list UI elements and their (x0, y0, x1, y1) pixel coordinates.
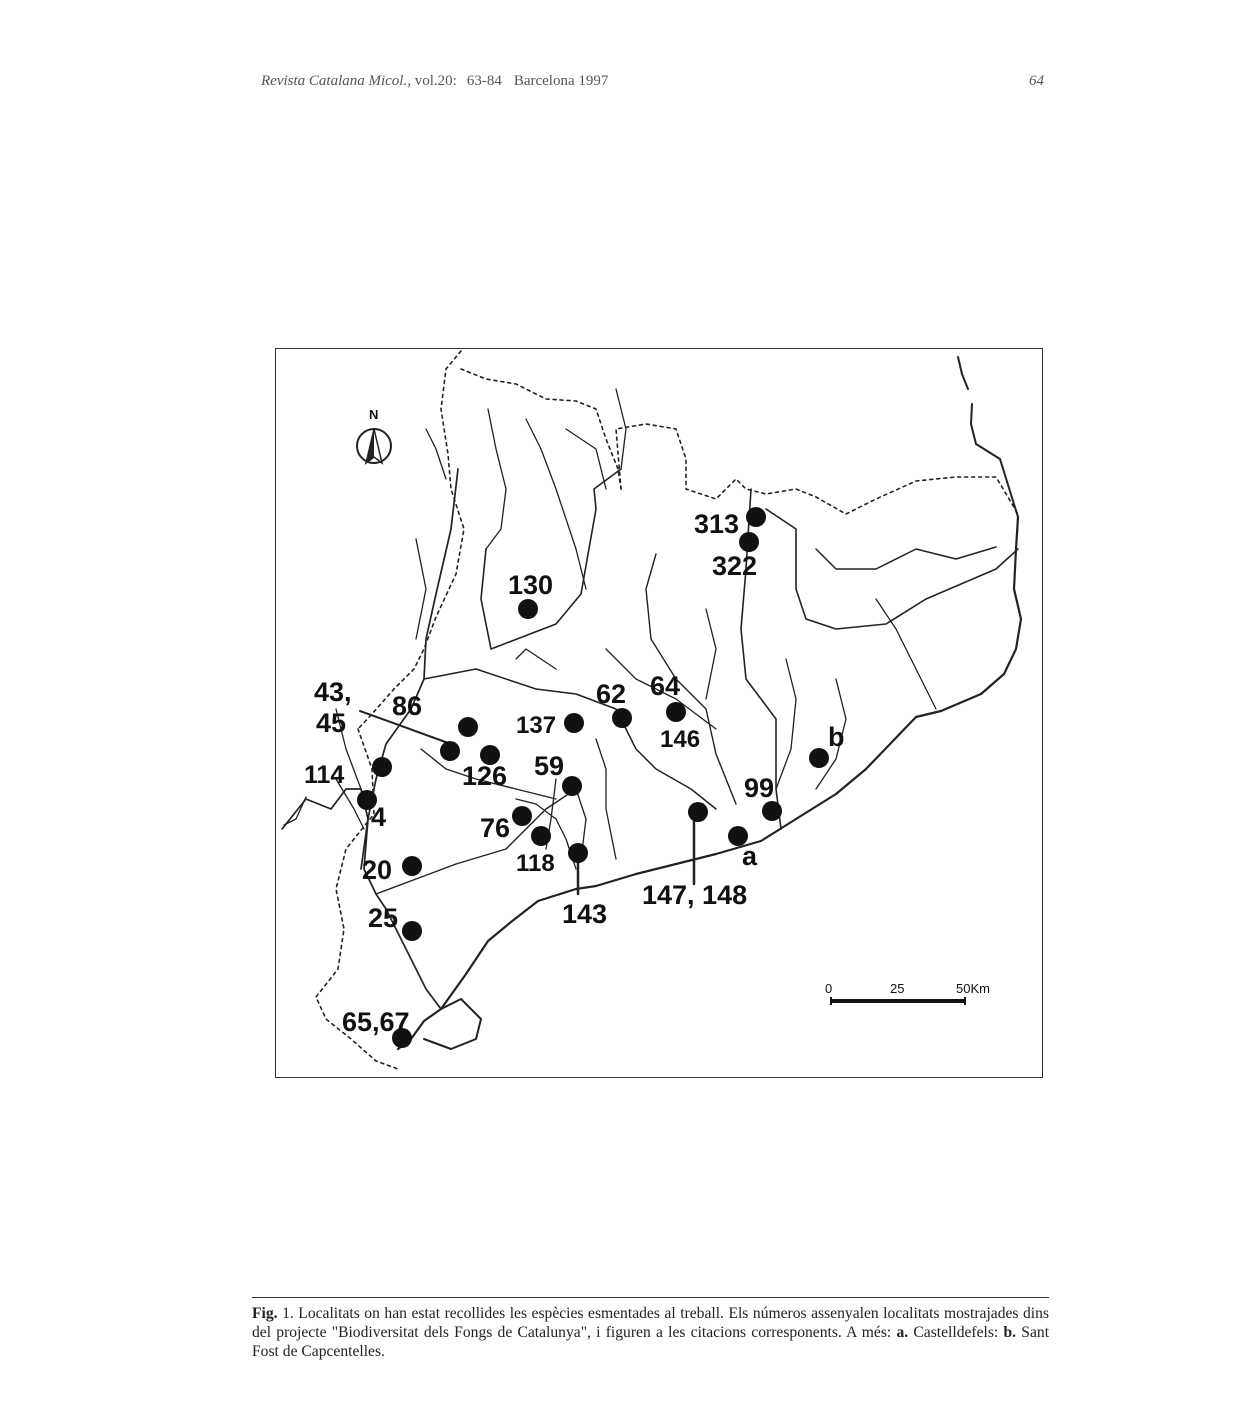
locality-dot-62 (612, 708, 632, 728)
locality-label-114: 114 (304, 761, 345, 789)
locality-dot-45 (440, 741, 460, 761)
river-fluvia (816, 547, 996, 569)
river-ter (766, 509, 1018, 629)
locality-label-313: 313 (694, 509, 740, 539)
locality-label-143: 143 (562, 899, 608, 929)
locality-label-99: 99 (744, 773, 775, 803)
locality-dot-147 (688, 802, 708, 822)
locality-dot-143 (568, 843, 588, 863)
locality-label-4: 4 (371, 802, 387, 832)
locality-label-a: a (742, 841, 758, 871)
locality-dot-86 (458, 717, 478, 737)
scale-tick-50km: 50Km (956, 981, 990, 996)
north-arrow (357, 407, 391, 463)
locality-label-25: 25 (368, 903, 399, 933)
locality-dot-20 (402, 856, 422, 876)
journal-reference (261, 73, 608, 90)
locality-dot-59 (562, 776, 582, 796)
locality-dot-76 (512, 806, 532, 826)
coast-fragment (958, 357, 968, 389)
caption-text: Localitats on han estat recollides les espècies esmentades al treball. Els números assenyalen localitats mostrajades dins del projecte "Biodiversitat dels Fongs de Catalunya", i figuren a les citacions corresponents. A més: (252, 1305, 1050, 1341)
scale-bar (825, 981, 990, 1005)
river-ebro (282, 789, 441, 1009)
journal-volume: , vol.20: (407, 73, 457, 89)
locality-label-137: 137 (516, 712, 557, 739)
scale-tick-25: 25 (890, 981, 905, 996)
locality-dot-64 (666, 702, 686, 722)
locality-label-118: 118 (516, 850, 555, 877)
caption-b-label: b. (1003, 1324, 1017, 1341)
locality-label-b: b (828, 722, 845, 752)
locality-label-130: 130 (508, 570, 554, 600)
figure-caption (252, 1304, 1049, 1361)
caption-a-label: a. (896, 1324, 909, 1341)
locality-label-62: 62 (596, 679, 627, 709)
ebro-delta (424, 999, 481, 1049)
locality-dot-99 (762, 801, 782, 821)
locality-label-322: 322 (712, 551, 758, 581)
locality-dot-25 (402, 921, 422, 941)
locality-label-147-148: 147, 148 (642, 880, 748, 910)
journal-name: Revista Catalana Micol. (261, 73, 408, 89)
caption-rule (252, 1297, 1049, 1298)
locality-dot-114 (372, 757, 392, 777)
locality-dot-b (809, 748, 829, 768)
locality-dot-322 (739, 532, 759, 552)
locality-label-43: 43, (314, 677, 352, 707)
locality-dot-118 (531, 826, 551, 846)
page-header (261, 73, 1044, 97)
caption-fig-label: Fig. (252, 1305, 278, 1322)
catalonia-map (276, 349, 1044, 1079)
journal-place-year: Barcelona 1997 (513, 73, 609, 89)
scale-tick-0: 0 (825, 981, 833, 996)
locality-label-65-67: 65,67 (342, 1007, 410, 1037)
river-noguera (481, 469, 621, 649)
locality-dot-137 (564, 713, 584, 733)
locality-dot-313 (746, 507, 766, 527)
caption-fig-number: 1. (277, 1305, 294, 1322)
locality-label-146: 146 (660, 726, 701, 753)
caption-a-text: Castelldefels: (908, 1324, 1004, 1341)
north-label: N (369, 407, 379, 422)
journal-pages: 63-84 (466, 73, 502, 89)
page-number: 64 (1029, 73, 1044, 89)
locality-label-76: 76 (480, 813, 511, 843)
locality-label-126: 126 (462, 761, 508, 791)
locality-dot-130 (518, 599, 538, 619)
locality-label-20: 20 (362, 855, 393, 885)
locality-label-59: 59 (534, 751, 565, 781)
locality-label-86: 86 (392, 691, 423, 721)
map-figure (275, 348, 1043, 1078)
locality-label-45: 45 (316, 708, 347, 738)
caption-b-text: Sant Fost de Capcentelles. (252, 1324, 1050, 1360)
locality-label-64: 64 (650, 671, 681, 701)
